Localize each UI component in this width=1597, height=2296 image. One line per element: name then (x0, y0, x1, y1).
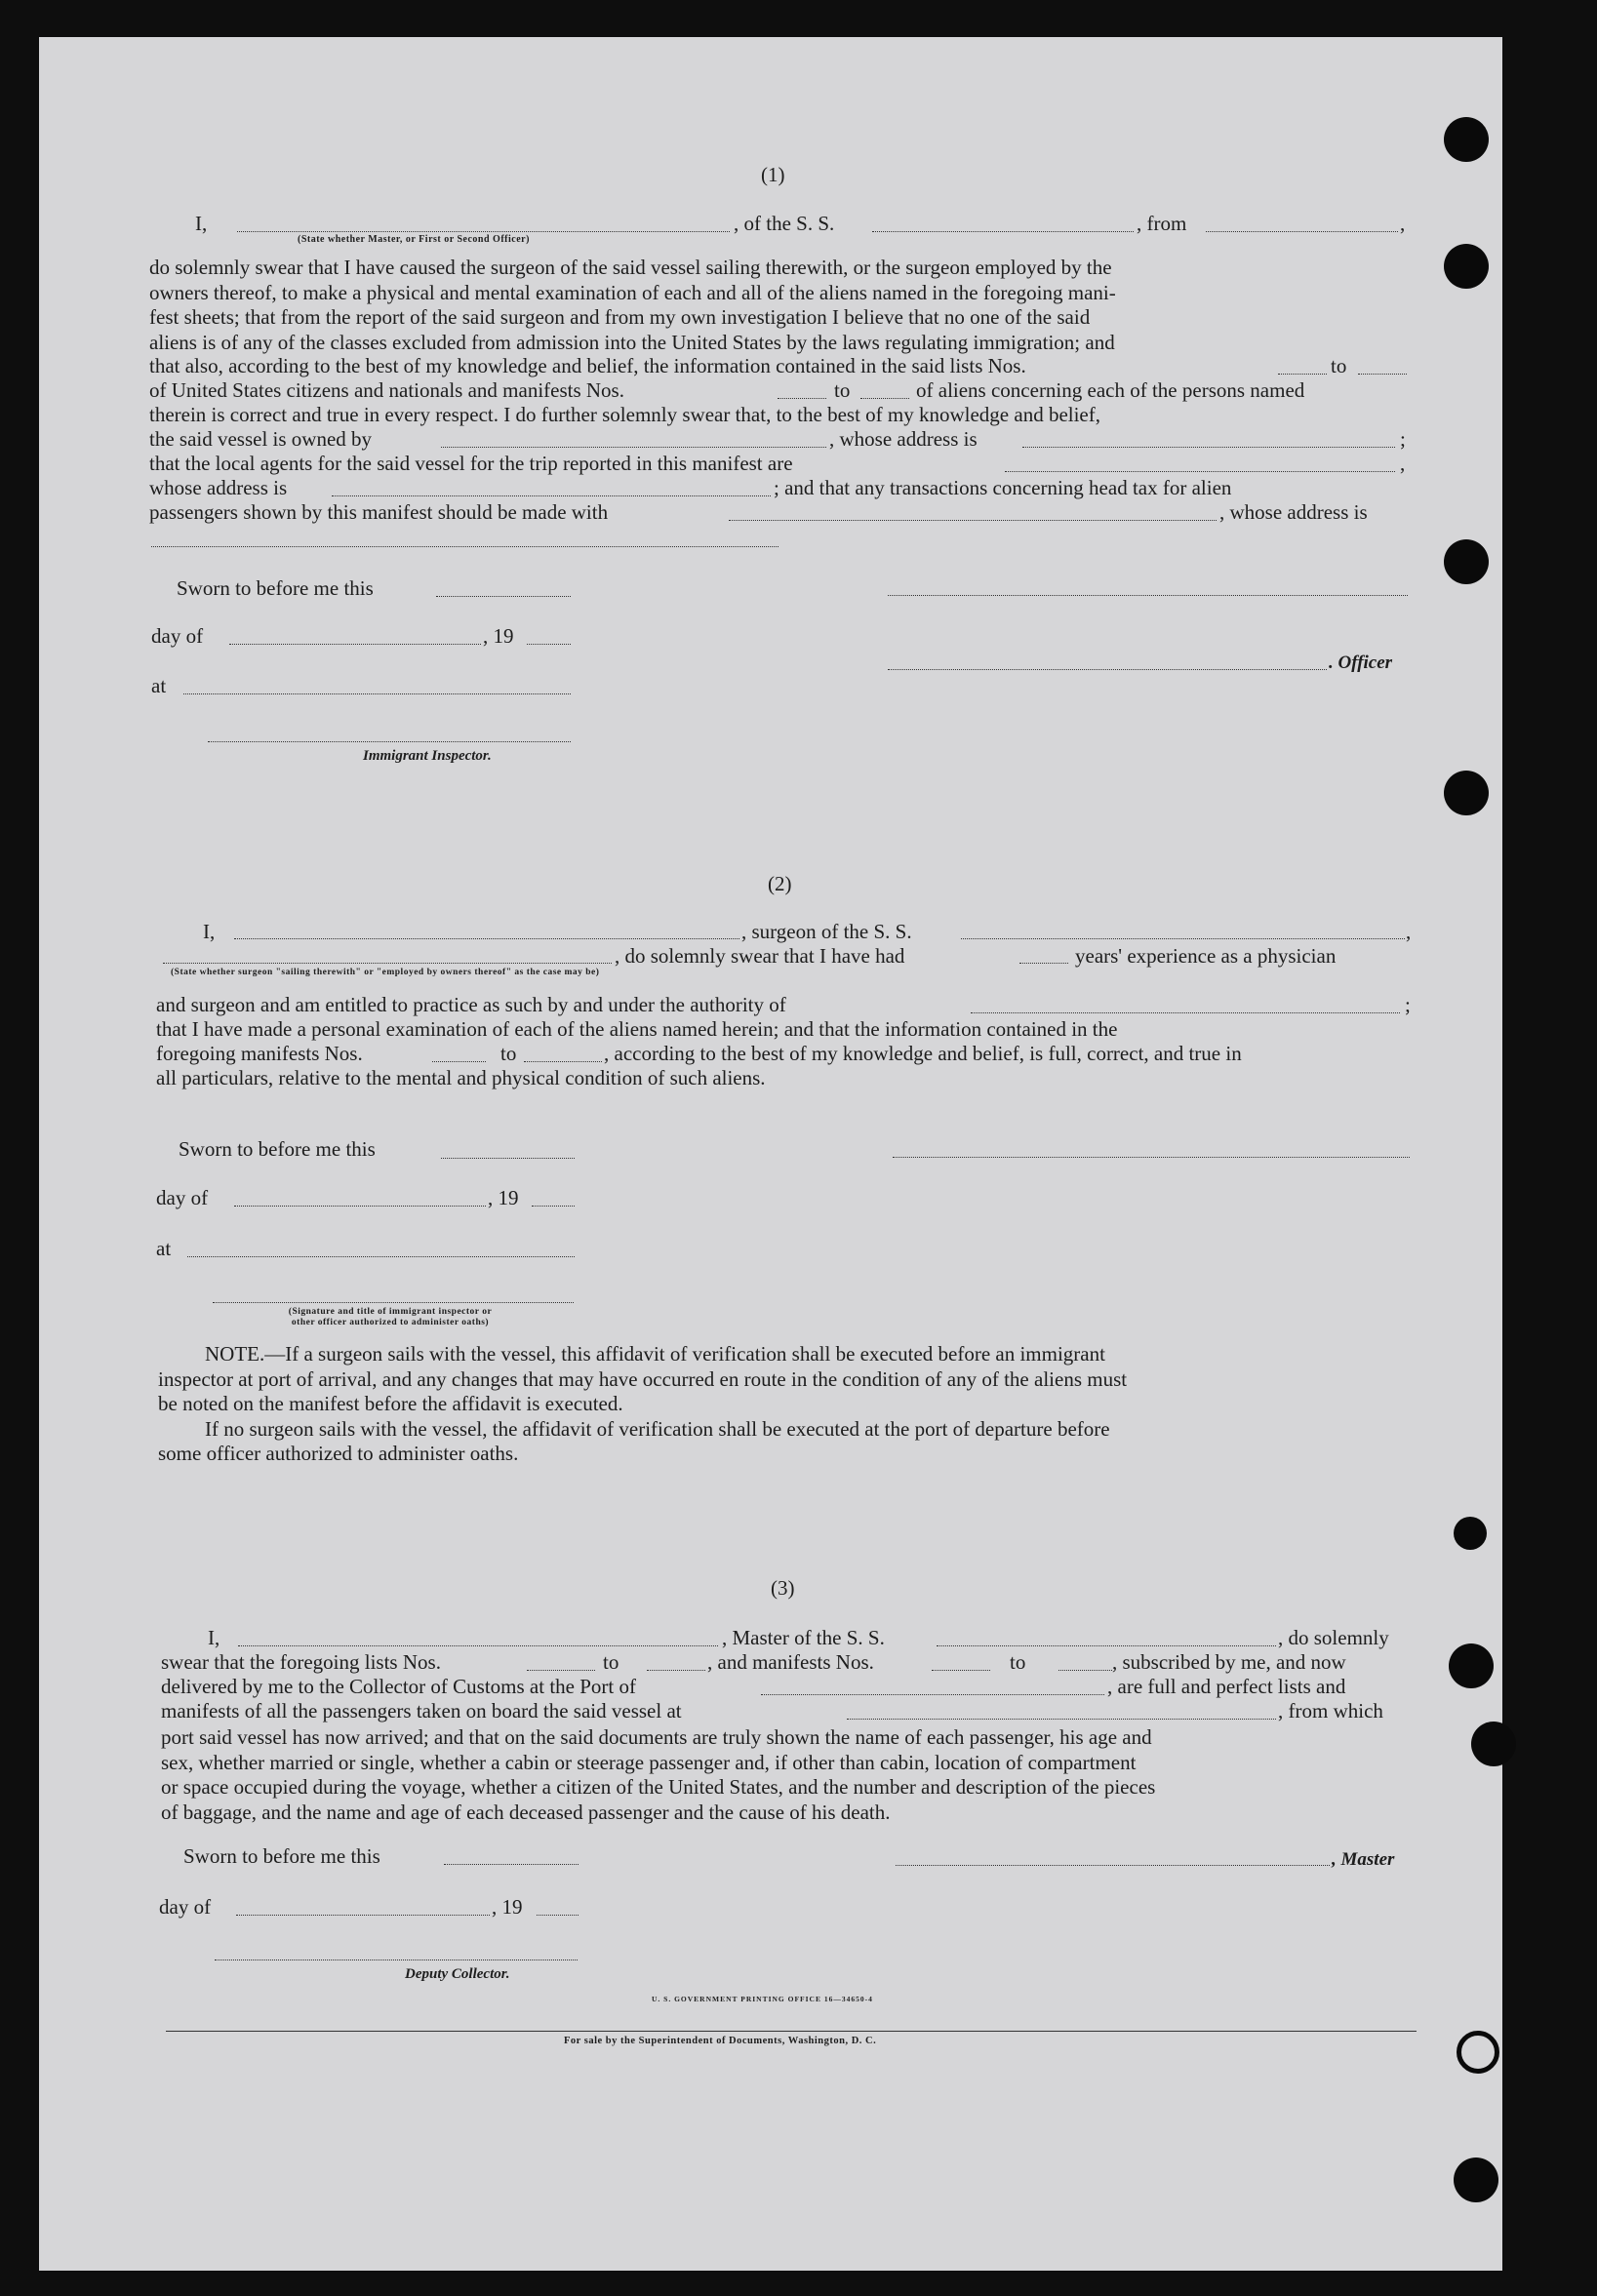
label: at (151, 674, 167, 697)
punch-hole (1449, 1643, 1494, 1688)
fill-line (163, 963, 612, 964)
signature-title: . Officer (1329, 653, 1393, 673)
fill-line (1005, 471, 1395, 472)
section-number: (3) (771, 1576, 795, 1600)
text-line: that also, according to the best of my knowledge and belief, the information contained in the said lists Nos. (149, 354, 1026, 377)
label: Sworn to before me this (177, 576, 374, 600)
fill-line (872, 231, 1134, 232)
fill-line (647, 1670, 705, 1671)
label: to (500, 1042, 517, 1065)
label: day of (151, 624, 204, 648)
punch-hole (1454, 1517, 1487, 1550)
label: , of the S. S. (734, 212, 835, 235)
label: Sworn to before me this (183, 1844, 380, 1868)
fill-line (778, 398, 826, 399)
fill-line (236, 1915, 490, 1916)
text-line: NOTE.—If a surgeon sails with the vessel, this affidavit of verification shall be executed before an immigrant (205, 1342, 1105, 1366)
fill-line (436, 596, 571, 597)
fill-line (537, 1915, 579, 1916)
field-note: (State whether surgeon "sailing therewith" or "employed by owners thereof" as the case may be) (171, 968, 600, 977)
fill-line (187, 1256, 575, 1257)
fill-line (229, 644, 481, 645)
text-line: sex, whether married or single, whether a cabin or steerage passenger and, if other than cabin, location of compartment (161, 1750, 1137, 1774)
label: , Master of the S. S. (722, 1626, 885, 1649)
text-line: aliens is of any of the classes excluded from admission into the United States by the laws regulating immigration; and (149, 330, 1115, 354)
label: , subscribed by me, and now (1112, 1650, 1346, 1674)
punch-hole (1471, 1722, 1516, 1766)
label: I, (195, 212, 208, 235)
text-line: of United States citizens and nationals and manifests Nos. (149, 378, 624, 402)
signature-line (888, 669, 1327, 670)
label: , surgeon of the S. S. (741, 920, 912, 943)
text-line: owners thereof, to make a physical and mental examination of each and all of the aliens named in the foregoing mani- (149, 280, 1116, 304)
text-line: of baggage, and the name and age of each deceased passenger and the cause of his death. (161, 1800, 891, 1824)
text-line: , according to the best of my knowledge and belief, is full, correct, and true in (604, 1042, 1242, 1065)
label: Sworn to before me this (179, 1137, 376, 1161)
paragraph (149, 256, 1408, 355)
label: , (1400, 212, 1406, 235)
label: , from which (1278, 1699, 1383, 1722)
fill-line (532, 1206, 575, 1207)
footer-text: For sale by the Superintendent of Documents, Washington, D. C. (564, 2036, 877, 2046)
fill-line (729, 520, 1217, 521)
label: to (1010, 1650, 1026, 1674)
fill-line (761, 1694, 1104, 1695)
text-line: delivered by me to the Collector of Customs at the Port of (161, 1675, 636, 1698)
punch-hole (1457, 2031, 1499, 2074)
fill-line (238, 1645, 718, 1646)
fill-line (1058, 1670, 1112, 1671)
text-line: port said vessel has now arrived; and that on the said documents are truly shown the name of each passenger, his age and (161, 1725, 1152, 1749)
text-line: do solemnly swear that I have caused the surgeon of the said vessel sailing therewith, or the surgeon employed by the (149, 256, 1112, 279)
fill-line (432, 1061, 486, 1062)
punch-hole (1444, 117, 1489, 162)
fill-line (961, 938, 1405, 939)
label: , do solemnly swear that I have had (615, 944, 905, 968)
fill-line (234, 938, 739, 939)
text-line: inspector at port of arrival, and any changes that may have occurred en route in the condition of any of the aliens must (158, 1366, 1128, 1391)
field-note: (Signature and title of immigrant inspector or (288, 1307, 493, 1317)
punch-hole (1444, 771, 1489, 815)
text-line: passengers shown by this manifest should be made with (149, 500, 609, 524)
text-line: of aliens concerning each of the persons named (916, 378, 1305, 402)
label: I, (203, 920, 216, 943)
signature-line (888, 595, 1408, 596)
label: , 19 (492, 1895, 523, 1919)
signature-line (213, 1302, 574, 1303)
fill-line (847, 1719, 1276, 1720)
section-number: (2) (768, 872, 792, 895)
signature-title: Immigrant Inspector. (363, 748, 492, 764)
paragraph (161, 1725, 1417, 1825)
label: to (603, 1650, 619, 1674)
signature-line (208, 741, 571, 742)
label: I, (208, 1626, 220, 1649)
fill-line (524, 1061, 602, 1062)
text-line: , whose address is (1219, 500, 1368, 524)
field-note: (State whether Master, or First or Second Officer) (298, 234, 530, 245)
fill-line (1019, 963, 1068, 964)
label: , do solemnly (1278, 1626, 1389, 1649)
fill-line (444, 1864, 579, 1865)
signature-title: Deputy Collector. (405, 1966, 510, 1982)
signature-line (896, 1865, 1330, 1866)
fill-line (183, 693, 571, 694)
label: day of (156, 1186, 209, 1209)
fill-line (441, 447, 826, 448)
label: , 19 (483, 624, 514, 648)
fill-line (971, 1012, 1400, 1013)
label: at (156, 1237, 172, 1260)
fill-line (527, 1670, 595, 1671)
signature-line (893, 1157, 1410, 1158)
text-line: or space occupied during the voyage, whether a citizen of the United States, and the number and description of the pieces (161, 1775, 1156, 1799)
punch-hole (1444, 244, 1489, 289)
printer-mark: U. S. GOVERNMENT PRINTING OFFICE 16—34650-4 (652, 1995, 873, 2003)
note-paragraph (158, 1342, 1415, 1467)
punch-hole (1454, 2157, 1498, 2202)
footer-rule (166, 2031, 1417, 2032)
text-line: manifests of all the passengers taken on board the said vessel at (161, 1699, 682, 1722)
text-line: foregoing manifests Nos. (156, 1042, 363, 1065)
label: , (1406, 920, 1412, 943)
label: , (1400, 452, 1406, 475)
label: , from (1137, 212, 1187, 235)
text-line: that the local agents for the said vessel for the trip reported in this manifest are (149, 452, 793, 475)
fill-line (441, 1158, 575, 1159)
fill-line (151, 546, 779, 547)
label: , are full and perfect lists and (1107, 1675, 1346, 1698)
text-line: and surgeon and am entitled to practice as such by and under the authority of (156, 993, 786, 1016)
signature-title: , Master (1332, 1849, 1395, 1870)
text-line: the said vessel is owned by (149, 427, 373, 451)
label: , whose address is (829, 427, 978, 451)
fill-line (234, 1206, 486, 1207)
label: to (834, 378, 851, 402)
text-line: swear that the foregoing lists Nos. (161, 1650, 441, 1674)
label: , and manifests Nos. (707, 1650, 874, 1674)
label: ; (1400, 427, 1406, 451)
label: , 19 (488, 1186, 519, 1209)
label: years' experience as a physician (1075, 944, 1337, 968)
text-line: fest sheets; that from the report of the said surgeon and from my own investigation I believe that no one of the said (149, 305, 1091, 329)
fill-line (1022, 447, 1395, 448)
label: to (1331, 354, 1347, 377)
fill-line (332, 495, 771, 496)
label: day of (159, 1895, 212, 1919)
fill-line (1206, 231, 1398, 232)
section-number: (1) (761, 163, 785, 186)
text-line: whose address is (149, 476, 288, 499)
fill-line (932, 1670, 990, 1671)
text-line: some officer authorized to administer oaths. (158, 1442, 519, 1465)
text-line: If no surgeon sails with the vessel, the affidavit of verification shall be executed at the port of departure before (205, 1416, 1110, 1441)
field-note: other officer authorized to administer oaths) (291, 1318, 490, 1327)
text-line: therein is correct and true in every respect. I do further solemnly swear that, to the best of my knowledge and belief, (149, 403, 1100, 426)
fill-line (1358, 374, 1407, 375)
fill-line (860, 398, 909, 399)
fill-line (1278, 374, 1327, 375)
label: ; (1405, 993, 1411, 1016)
text-line: that I have made a personal examination of each of the aliens named herein; and that the information contained in the (156, 1017, 1118, 1041)
fill-line (527, 644, 571, 645)
text-line: be noted on the manifest before the affidavit is executed. (158, 1392, 623, 1415)
fill-line (237, 231, 730, 232)
text-line: ; and that any transactions concerning head tax for alien (774, 476, 1232, 499)
fill-line (937, 1645, 1276, 1646)
punch-hole (1444, 539, 1489, 584)
text-line: all particulars, relative to the mental and physical condition of such aliens. (156, 1066, 766, 1089)
